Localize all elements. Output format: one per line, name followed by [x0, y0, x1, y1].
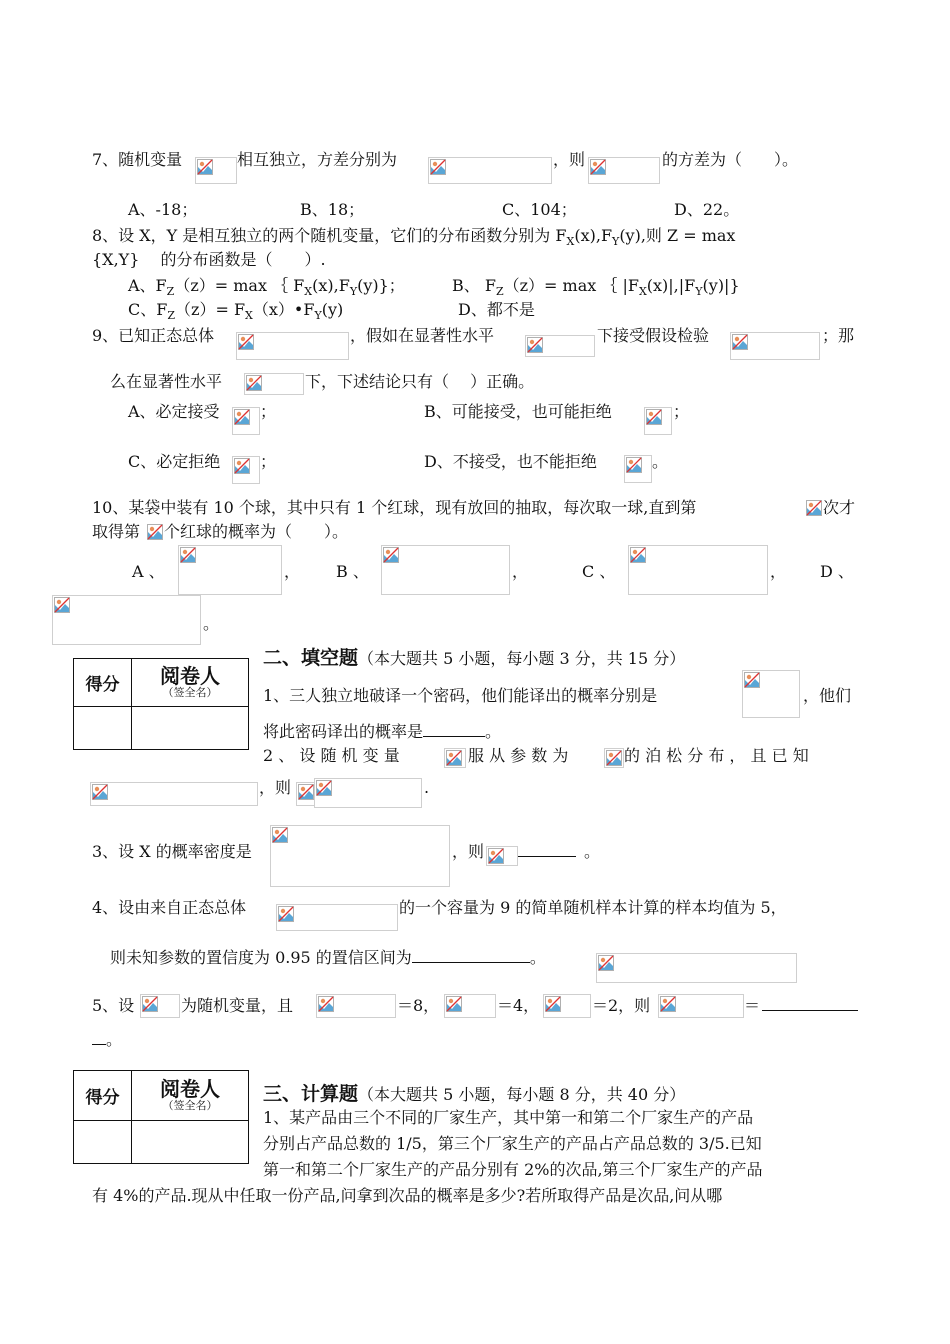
- broken-image-icon: [234, 458, 250, 474]
- broken-image-icon: [298, 784, 314, 800]
- q10-line2a: 取得第: [92, 522, 141, 541]
- q7-option-d: D、22。: [674, 200, 740, 219]
- f4-text-c: 则未知参数的置信度为 0.95 的置信区间为 。: [110, 948, 546, 967]
- q10-option-d: D 、: [820, 562, 854, 581]
- q8-option-b: B、 $F_Z(z)= \max$ ｛ $|F_X(x)|,|F_Y(y)|$}: [452, 276, 740, 299]
- formula-image: [147, 524, 163, 542]
- broken-image-icon: [732, 334, 748, 350]
- q8-line2: {X,Y} 的分布函数是（ ）.: [92, 250, 326, 269]
- q10-comma: ，: [284, 562, 301, 581]
- section-2-heading: 二、填空题（本大题共 5 小题，每小题 3 分，共 15 分）: [263, 647, 686, 669]
- f2-text-a: 2 、 设 随 机 变 量: [263, 746, 400, 765]
- q10-comma: ，: [770, 562, 787, 581]
- f3-blank: 。: [518, 842, 600, 862]
- q7-text-a: 7、随机变量: [92, 150, 183, 169]
- f5-blank-end: 。: [92, 1030, 122, 1050]
- formula-image: [806, 500, 822, 518]
- q7-option-b: B、18；: [300, 200, 365, 219]
- q9-text-d: ；那: [822, 326, 855, 345]
- q8-option-d: D、都不是: [458, 300, 535, 319]
- q10-period: 。: [203, 614, 220, 633]
- broken-image-icon: [527, 337, 543, 353]
- formula-image: [543, 994, 591, 1018]
- score-cell-label: 得分: [74, 1071, 132, 1121]
- c1-line1: 1、某产品由三个不同的厂家生产，其中第一和第二个厂家生产的产品: [263, 1108, 754, 1127]
- formula-image: [596, 953, 797, 983]
- broken-image-icon: [606, 750, 622, 766]
- f1-text-b: ，他们: [803, 686, 852, 705]
- broken-image-icon: [197, 159, 213, 175]
- q10-line2b: 个红球的概率为（ ）。: [164, 522, 349, 541]
- broken-image-icon: [180, 547, 196, 563]
- broken-image-icon: [660, 996, 676, 1012]
- broken-image-icon: [238, 334, 254, 350]
- score-table: [73, 1070, 249, 1164]
- q9-semicolon: ；: [673, 402, 690, 421]
- broken-image-icon: [446, 750, 462, 766]
- grader-cell[interactable]: [132, 1121, 249, 1164]
- formula-image: [232, 456, 260, 484]
- grader-cell-label: 阅卷人 （签全名）: [132, 1071, 249, 1121]
- formula-image: [178, 545, 282, 595]
- broken-image-icon: [272, 827, 288, 843]
- formula-image: [232, 407, 260, 435]
- broken-image-icon: [430, 159, 446, 175]
- f4-text-a: 4、设由来自正态总体: [92, 898, 247, 917]
- q9-semicolon: ；: [260, 402, 277, 421]
- q10-option-b: B 、: [336, 562, 369, 581]
- f5-blank: [762, 996, 858, 1016]
- f1-text-a: 1、三人独立地破译一个密码，他们能译出的概率分别是: [263, 686, 658, 705]
- broken-image-icon: [626, 457, 642, 473]
- formula-image: [486, 846, 518, 866]
- q9-option-b: B、可能接受，也可能拒绝: [424, 402, 612, 421]
- formula-image: [270, 825, 450, 887]
- q9-text-e: 么在显著性水平: [110, 372, 223, 391]
- q10-option-a: A 、: [132, 562, 165, 581]
- formula-image: [244, 373, 304, 395]
- broken-image-icon: [545, 996, 561, 1012]
- broken-image-icon: [630, 547, 646, 563]
- broken-image-icon: [316, 780, 332, 796]
- broken-image-icon: [806, 500, 822, 516]
- q7-option-a: A、-18；: [128, 200, 198, 219]
- formula-image: [314, 778, 422, 808]
- q8-option-a: A、$F_Z(z)= \max$ ｛ $F_X(x),F_Y(y)$}；: [128, 276, 405, 299]
- q8-option-c: C、$F_Z(z)=$ $F_X(x)•F_Y(y)$: [128, 300, 344, 323]
- formula-image: [52, 595, 201, 645]
- q9-text-b: ，假如在显著性水平: [350, 326, 495, 345]
- f1-text-c: 将此密码译出的概率是 。: [263, 722, 502, 741]
- score-cell[interactable]: [74, 1121, 132, 1164]
- q10-comma: ，: [512, 562, 529, 581]
- q7-text-d: 的方差为（ ）。: [662, 150, 799, 169]
- f3-text-a: 3、设 X 的概率密度是: [92, 842, 252, 861]
- formula-image: [624, 455, 652, 483]
- formula-image: [644, 407, 672, 435]
- score-table: [73, 658, 249, 750]
- f2-text-c: 的 泊 松 分 布 ， 且 已 知: [624, 746, 809, 765]
- broken-image-icon: [318, 996, 334, 1012]
- formula-image: [444, 748, 466, 768]
- grader-cell[interactable]: [132, 707, 249, 750]
- formula-image: [195, 157, 237, 184]
- score-cell-label: 得分: [74, 659, 132, 707]
- q9-text-f: 下，下述结论只有（ ）正确。: [305, 372, 535, 391]
- broken-image-icon: [142, 996, 158, 1012]
- formula-image: [140, 994, 180, 1018]
- q7-text-c: ，则: [553, 150, 586, 169]
- f2-text-b: 服 从 参 数 为: [468, 746, 569, 765]
- f2-text-e: .: [424, 778, 430, 797]
- formula-image: [276, 904, 398, 931]
- broken-image-icon: [147, 524, 163, 540]
- q7-option-c: C、104；: [502, 200, 577, 219]
- q10-line1: 10、某袋中装有 10 个球，其中只有 1 个红球，现有放回的抽取，每次取一球,直到第: [92, 498, 697, 517]
- broken-image-icon: [246, 375, 262, 391]
- broken-image-icon: [278, 906, 294, 922]
- q9-text-a: 9、已知正态总体: [92, 326, 215, 345]
- formula-image: [604, 748, 624, 768]
- q8-line1: 8、设 X，Y 是相互独立的两个随机变量，它们的分布函数分别为 $F_X(x),F_Y(y)$,则 Z = max: [92, 226, 736, 249]
- f4-text-b: 的一个容量为 9 的简单随机样本计算的样本均值为 5，: [399, 898, 787, 917]
- formula-image: [381, 545, 510, 595]
- q9-text-c: 下接受假设检验: [597, 326, 710, 345]
- formula-image: [296, 782, 316, 806]
- broken-image-icon: [92, 784, 108, 800]
- f5-text-a: 5、设: [92, 996, 135, 1015]
- f3-text-b: ，则: [452, 842, 485, 861]
- c1-line3: 第一和第二个厂家生产的产品分别有 2%的次品,第三个厂家生产的产品: [263, 1160, 763, 1179]
- c1-line4: 有 4%的产品.现从中任取一份产品,问拿到次品的概率是多少?若所取得产品是次品,问从哪: [92, 1186, 723, 1205]
- f5-text-c: ＝8，: [397, 996, 440, 1015]
- score-cell[interactable]: [74, 707, 132, 750]
- formula-image: [428, 157, 552, 184]
- broken-image-icon: [744, 672, 760, 688]
- section-3-heading: 三、计算题（本大题共 5 小题，每小题 8 分，共 40 分）: [263, 1083, 686, 1105]
- broken-image-icon: [590, 159, 606, 175]
- formula-image: [90, 782, 258, 806]
- formula-image: [742, 670, 800, 718]
- q9-semicolon: ；: [260, 452, 277, 471]
- c1-line2: 分别占产品总数的 1/5，第三个厂家生产的产品占产品总数的 3/5.已知: [263, 1134, 762, 1153]
- f5-text-d: ＝4，: [497, 996, 540, 1015]
- q9-option-c: C、必定拒绝: [128, 452, 221, 471]
- broken-image-icon: [446, 996, 462, 1012]
- broken-image-icon: [646, 409, 662, 425]
- f5-text-e: ＝2，则: [592, 996, 651, 1015]
- formula-image: [236, 332, 349, 360]
- f5-text-b: 为随机变量，且: [181, 996, 294, 1015]
- q10-option-c: C 、: [582, 562, 616, 581]
- formula-image: [730, 332, 820, 360]
- q9-period: 。: [652, 452, 669, 471]
- f5-text-f: ＝: [744, 996, 761, 1015]
- broken-image-icon: [54, 597, 70, 613]
- q10-line1-end: 次才: [823, 498, 856, 517]
- formula-image: [525, 335, 595, 357]
- formula-image: [658, 994, 744, 1018]
- formula-image: [316, 994, 396, 1018]
- broken-image-icon: [598, 955, 614, 971]
- formula-image: [444, 994, 496, 1018]
- f2-text-d: ，则: [259, 778, 292, 797]
- q9-option-a: A、必定接受: [128, 402, 220, 421]
- formula-image: [628, 545, 768, 595]
- q9-option-d: D、不接受，也不能拒绝: [424, 452, 597, 471]
- grader-cell-label: 阅卷人 （签全名）: [132, 659, 249, 707]
- formula-image: [588, 157, 660, 184]
- q7-text-b: 相互独立，方差分别为: [237, 150, 398, 169]
- broken-image-icon: [488, 848, 504, 864]
- broken-image-icon: [383, 547, 399, 563]
- broken-image-icon: [234, 409, 250, 425]
